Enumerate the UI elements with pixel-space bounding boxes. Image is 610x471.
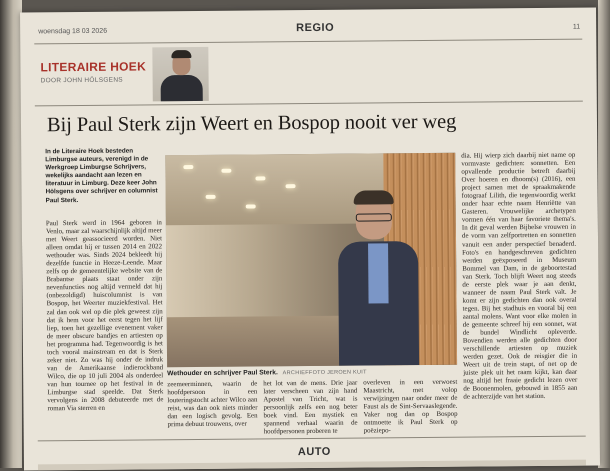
section-label: REGIO [296,21,335,35]
photo-credit: ARCHIEFFOTO JEROEN KUIT [282,369,367,377]
issue-date: woensdag 18 03 2026 [38,27,108,36]
portrait-subject [338,193,419,366]
article-headline: Bij Paul Sterk zijn Weert en Bospop nooit ver weg [46,110,457,137]
next-section-strip [38,460,586,471]
footer-rule [38,436,586,442]
page-edge [598,0,610,468]
author-portrait [152,47,208,101]
page-number: 11 [572,23,581,31]
article-intro: In de Literaire Hoek besteden Limburgse auteurs, verenigd in de Werkgroep Limburgse Schrijvers, wekelijks aandacht aan lezen en literatuur in Limburg. Deze keer John Hölsgens over schrijver en columnist Paul Sterk. [45,147,158,204]
article-photo [165,153,457,368]
body-column-2: zeemeerminnen, waarin de hoofdpersoon in een louteringstocht achter Wilco aan reist, was dan ook niets minder dan een logisch gevolg. Een prima debuut trouwens, over [167,380,258,429]
body-column-3: het lot van de mens. Drie jaar later verscheen van zijn hand Apostel van Tricht, wat is persoonlijk zelfs een nog beter boek vind. Een mystiek en spannend verhaal waarin de hoofdpersonen proberen te [263,379,358,436]
body-column-5: dia. Hij wierp zich daarbij niet name op vormvaste gedichten: sonnetten. Een opvallende productie betreft daarbij Over hoeren en dhoom(s) (2016), een project samen met de spraakmakende fotograaf Lilith, die tegenwoordig werkt onder haar echte naam Henriëtte van Gasteren. Vrouwelijke archetypen vormen één van haar favoriete thema's. In dit geval werden Bijbelse vrouwen in de vorm van zelfportretten en sonnetten vanuit een ander perspectief benaderd. Foto's en handgeschreven gedichten werden geëxposeerd in Museum Bommel van Dam, in de geboortestad van Sterk. Toch blijft Weert nog steeds de eerste plek waar je aan denkt, wanneer de naam Paul Sterk valt. Je komt er zijn gedichten dan ook overal tegen. Bij het stadhuis en vooral bij een aantal molens. Want voor elke molen in de gemeente schreef hij een sonnet, wat de bundel Windlicht opleverde. Bovendien werden alle gedichten door verschillende artiesten op muziek werden gezet. Ook de reisgier die in Weert uit de trein stapt, of net op de juiste plek uit het raam kijkt, kan daar nog altijd het fraaie gedicht lezen over de Boonenmolen, gebouwd in 1855 aan de achterzijde van het station. [461,151,578,402]
binding-shadow [0,0,22,468]
body-column-1: Paul Sterk werd in 1964 geboren in Venlo, maar zal waarschijnlijk altijd meer met Weert geassocieerd worden. Niet alleen omdat hij er tussen 2014 en 2022 wethouder was. Sinds 2024 bekleedt hij dezelfde functie in Heeze-Leende. Maar zelfs op de gemeentelijke website van de Brabantse plaats staat onder zijn nevenfuncties nog altijd vermeld dat hij (onbezoldigd) huiscolumnist is van Bospop, het Weerter muziekfestival. Het zal dan ook wel op die plek geweest zijn dat ik hem voor het eerst tegen het lijf liep, toen het gezellige evenement vaker de meer obscure bandjes en artiesten op het programma had. Tegenwoordig is het toch vooral mainstream en dat is Sterk zeker niet. Zo was hij onder de indruk van de Amerikaanse indierockband Wilco, die op 10 juli 2004 als onderdeel van hun tournee op het festival in de Limburgse stad speelde. Dat Sterk vervolgens in 2008 debuteerde met de roman Via sterren en [45,219,164,413]
caption-text: Wethouder en schrijver Paul Sterk. [167,369,278,378]
headline-rule [35,101,583,107]
column-title: LITERAIRE HOEK [40,59,147,75]
photo-caption [167,369,367,378]
next-section-label: AUTO [297,445,331,459]
column-header [40,59,146,84]
newspaper-page [20,7,600,470]
column-author: DOOR JOHN HÖLSGENS [40,76,123,85]
body-column-4: overleven in een verwoest Maastricht, met volop verwijzingen naar onder meer de Faust als de Sint-Servaaslegende. Vaker nog dan op Bospop ontmoette ik Paul Sterk op poëziepo- [363,378,458,435]
